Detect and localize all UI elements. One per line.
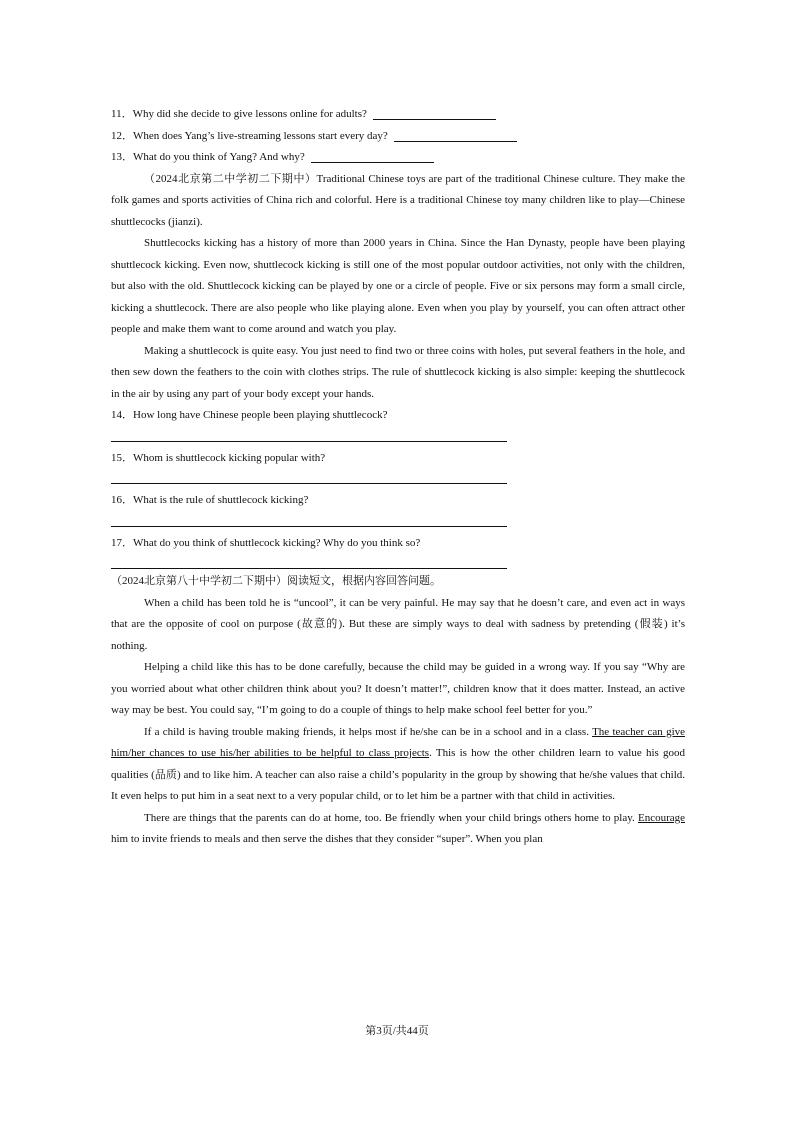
- question-number: 12．: [111, 129, 133, 142]
- question-16: [111, 490, 685, 512]
- answer-line[interactable]: [111, 483, 507, 484]
- question-13: [111, 147, 685, 169]
- page-footer: 第3页/共44页: [365, 1025, 429, 1037]
- passage-source: （2024北京第二中学初二下期中）: [144, 172, 317, 185]
- question-number: 13．: [111, 151, 133, 163]
- question-text: Whom is shuttlecock kicking popular with?: [133, 451, 326, 464]
- question-14: [111, 405, 685, 427]
- question-number: 16．: [111, 494, 133, 506]
- answer-line[interactable]: [111, 441, 507, 442]
- passage2-intro: （2024北京第八十中学初二下期中）阅读短文，根据内容回答问题。: [111, 575, 441, 587]
- question-text: What do you think of Yang? And why?: [133, 151, 305, 163]
- passage2-paragraph-3: If a child is having trouble making friends, it helps most if he/she can be in a school and in a class. The teacher can give him/her chances to use his/her abilities to be helpful to class projects. This is how the other children learn to value his good qualities (品质) and to like him. A teacher can also raise a child’s popularity in the group by showing that he/she values that child. It even helps to put him in a seat next to a very popular child, or to let him be a partner with that child in activities.: [111, 725, 686, 802]
- question-number: 15．: [111, 451, 133, 464]
- question-15: [111, 448, 685, 470]
- passage1-paragraph-1: （2024北京第二中学初二下期中）Traditional Chinese toys are part of the traditional Chinese culture. They make the folk games and sports activities of China rich and colorful. Here is a traditional Chinese toy many children like to play—Chinese shuttlecocks (jianzi).: [111, 172, 685, 228]
- question-text: What is the rule of shuttlecock kicking?: [133, 494, 309, 506]
- answer-blank[interactable]: [311, 148, 434, 163]
- answer-line[interactable]: [111, 526, 507, 527]
- answer-line[interactable]: [111, 568, 507, 569]
- question-17: [111, 533, 685, 555]
- question-text: When does Yang’s live-streaming lessons start every day?: [133, 129, 388, 142]
- question-number: 14．: [111, 409, 133, 421]
- passage1-paragraph-3: Making a shuttlecock is quite easy. You just need to find two or three coins with holes, put several feathers in the hole, and then sew down the feathers to the coin with clothes strips. The rule of shuttlecock kicking is also simple: keeping the shuttlecock in the air by using any part of your body except your hands.: [111, 344, 685, 400]
- underlined-sentence: The teacher can give him/her chances to use his/her abilities to be helpful to class projects: [111, 725, 686, 759]
- passage2-paragraph-1: When a child has been told he is “uncool”, it can be very painful. He may say that he doesn’t care, and even act in ways that are the opposite of cool on purpose (故意的). But these are simply ways to deal with sadness by pretending (假装) it’s nothing.: [111, 596, 685, 652]
- question-text: Why did she decide to give lessons online for adults?: [132, 108, 367, 120]
- question-12: [111, 126, 685, 148]
- question-text: What do you think of shuttlecock kicking? Why do you think so?: [133, 536, 421, 549]
- question-number: 17．: [111, 536, 133, 549]
- passage2-paragraph-2: Helping a child like this has to be done carefully, because the child may be guided in a wrong way. If you say “Why are you worried about what other children think about you? It doesn’t matter!”, children know that it does matter. Instead, an active way may be best. You could say, “I’m going to do a couple of things to help make school feel better for you.”: [111, 661, 685, 716]
- page-content: [111, 104, 685, 851]
- passage1-paragraph-2: Shuttlecocks kicking has a history of more than 2000 years in China. Since the Han Dynasty, people have been playing shuttlecock kicking. Even now, shuttlecock kicking is still one of the most popular outdoor activities, not only with the children, but also with the old. Shuttlecock kicking can be played by one or a circle of people. Five or six persons may form a small circle, kicking a shuttlecock. There are also people who like playing alone. Even when you play by yourself, you can often attract other people and make them want to come around and watch you play.: [111, 237, 685, 335]
- underlined-word: Encourage: [637, 811, 685, 824]
- answer-blank[interactable]: [373, 105, 496, 120]
- passage2-paragraph-4: There are things that the parents can do at home, too. Be friendly when your child brings others home to play. Encourage him to invite friends to meals and then serve the dishes that they consider “super”. When you plan: [111, 811, 685, 845]
- question-11: [111, 104, 685, 126]
- question-text: How long have Chinese people been playing shuttlecock?: [133, 409, 388, 421]
- answer-blank[interactable]: [394, 127, 517, 142]
- question-number: 11．: [111, 108, 133, 120]
